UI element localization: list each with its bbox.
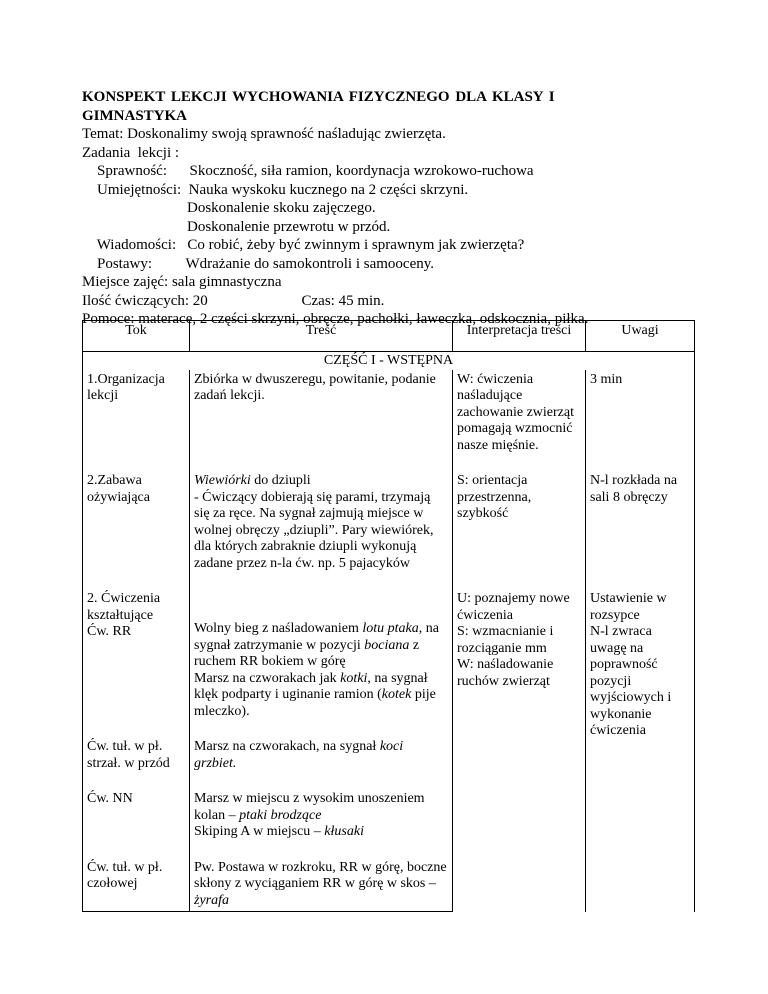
header-tok: Tok — [83, 321, 190, 352]
lesson-tasks-label: Zadania lekcji : — [82, 144, 180, 161]
row3-tresc — [190, 574, 453, 722]
row2-uwagi: N-l rozkłada na sali 8 obręczy — [586, 456, 695, 574]
row3-tok-2: Ćw. RR — [87, 624, 132, 639]
row2-tresc — [190, 456, 453, 574]
table-row — [83, 370, 695, 457]
lesson-place: Miejsce zajęć: sala gimnastyczna — [82, 274, 282, 290]
part-title: CZĘŚĆ I - WSTĘPNA — [83, 352, 695, 370]
task-abilities-2: Doskonalenie skoku zajęczego. — [82, 200, 376, 216]
row4-tresc: Marsz na czworakach, na sygnał koci grzbiet. — [190, 722, 453, 774]
row1-uwagi: 3 min — [586, 370, 695, 457]
task-knowledge: Wiadomości: Co robić, żeby być zwinnym i sprawnym jak zwierzęta? — [82, 237, 525, 253]
table-row — [83, 456, 695, 574]
row4-tok: Ćw. tuł. w pł. strzał. w przód — [83, 722, 190, 774]
task-abilities-3: Doskonalenie przewrotu w przód. — [82, 218, 391, 235]
row6-tresc: Pw. Postawa w rozkroku, RR w górę, boczne skłony z wyciąganiem RR w górę w skos – żyrafa — [190, 843, 453, 912]
row6-tok: Ćw. tuł. w pł. czołowej — [83, 843, 190, 912]
lesson-count-time: Ilość ćwiczących: 20 Czas: 45 min. — [82, 292, 385, 309]
document-title — [82, 88, 642, 126]
title-line-1: KONSPEKT LEKCJI WYCHOWANIA FIZYCZNEGO DLA KLASY I — [82, 89, 555, 105]
row2-tok: 2.Zabawa ożywiająca — [83, 456, 190, 574]
row1-tok: 1.Organizacja lekcji — [83, 370, 190, 457]
row5-tresc: Marsz w miejscu z wysokim unoszeniem kolan – ptaki brodzące Skiping A w miejscu – kłusaki — [190, 774, 453, 843]
lesson-equipment: Pomoce: materace, 2 części skrzyni, obręcze, pachołki, ławeczka, odskocznia, piłka. — [82, 311, 589, 327]
header-uwagi: Uwagi — [586, 321, 695, 352]
task-skill: Sprawność: Skoczność, siła ramion, koordynacja wzrokowo-ruchowa — [82, 163, 534, 179]
part-title-row — [83, 352, 695, 370]
row1-interp: W: ćwiczenia naśladujące zachowanie zwierząt pomagają wzmocnić nasze mięśnie. — [453, 370, 586, 457]
row3-tresc-a: Wolny bieg z naśladowaniem lotu ptaka, na sygnał zatrzymanie w pozycji bociana z ruchem RR bokiem w górę — [194, 621, 439, 669]
lesson-topic: Temat: Doskonalimy swoją sprawność naśladując zwierzęta. — [82, 126, 446, 142]
header-interpretacja: Interpretacja treści — [453, 321, 586, 352]
row4-interp-empty — [453, 722, 586, 912]
title-line-2: GIMNASTYKA — [82, 108, 188, 124]
row3-tok — [83, 574, 190, 722]
table-header-row — [83, 321, 695, 352]
row3-tresc-b: Marsz na czworakach jak kotki, na sygnał klęk podparty i uginanie ramion (kotek pije mleczko). — [194, 670, 436, 719]
row2-game-desc: - Ćwiczący dobierają się parami, trzymają się za ręce. Na sygnał zajmują miejsce w wolnej obręczy „dziupli”. Pary wiewiórek, dla których zabraknie dziupli wykonują zadane przez n-la ćw. np. 5 pajacyków — [194, 489, 434, 571]
header-tresc: Treść — [190, 321, 453, 352]
task-attitudes: Postawy: Wdrażanie do samokontroli i samooceny. — [82, 255, 435, 272]
table-row — [83, 574, 695, 722]
lesson-header — [82, 125, 588, 329]
row2-game-rest: do dziupli — [250, 473, 311, 488]
lesson-table — [82, 320, 695, 912]
row3-tok-1: 2. Ćwiczenia kształtujące — [87, 591, 161, 623]
row5-tok: Ćw. NN — [83, 774, 190, 843]
row2-interp: S: orientacja przestrzenna, szybkość — [453, 456, 586, 574]
row2-game-name: Wiewiórki — [194, 473, 251, 488]
row1-tresc: Zbiórka w dwuszeregu, powitanie, podanie zadań lekcji. — [190, 370, 453, 457]
row3-uwagi: Ustawienie w rozsypce N-l zwraca uwagę na poprawność pozycji wyjściowych i wykonanie ćwiczenia — [586, 574, 695, 912]
task-abilities-1: Umiejętności: Nauka wyskoku kucznego na 2 części skrzyni. — [82, 181, 469, 198]
row3-interp: U: poznajemy nowe ćwiczenia S: wzmacnianie i rozciąganie mm W: naśladowanie ruchów zwierząt — [453, 574, 586, 722]
